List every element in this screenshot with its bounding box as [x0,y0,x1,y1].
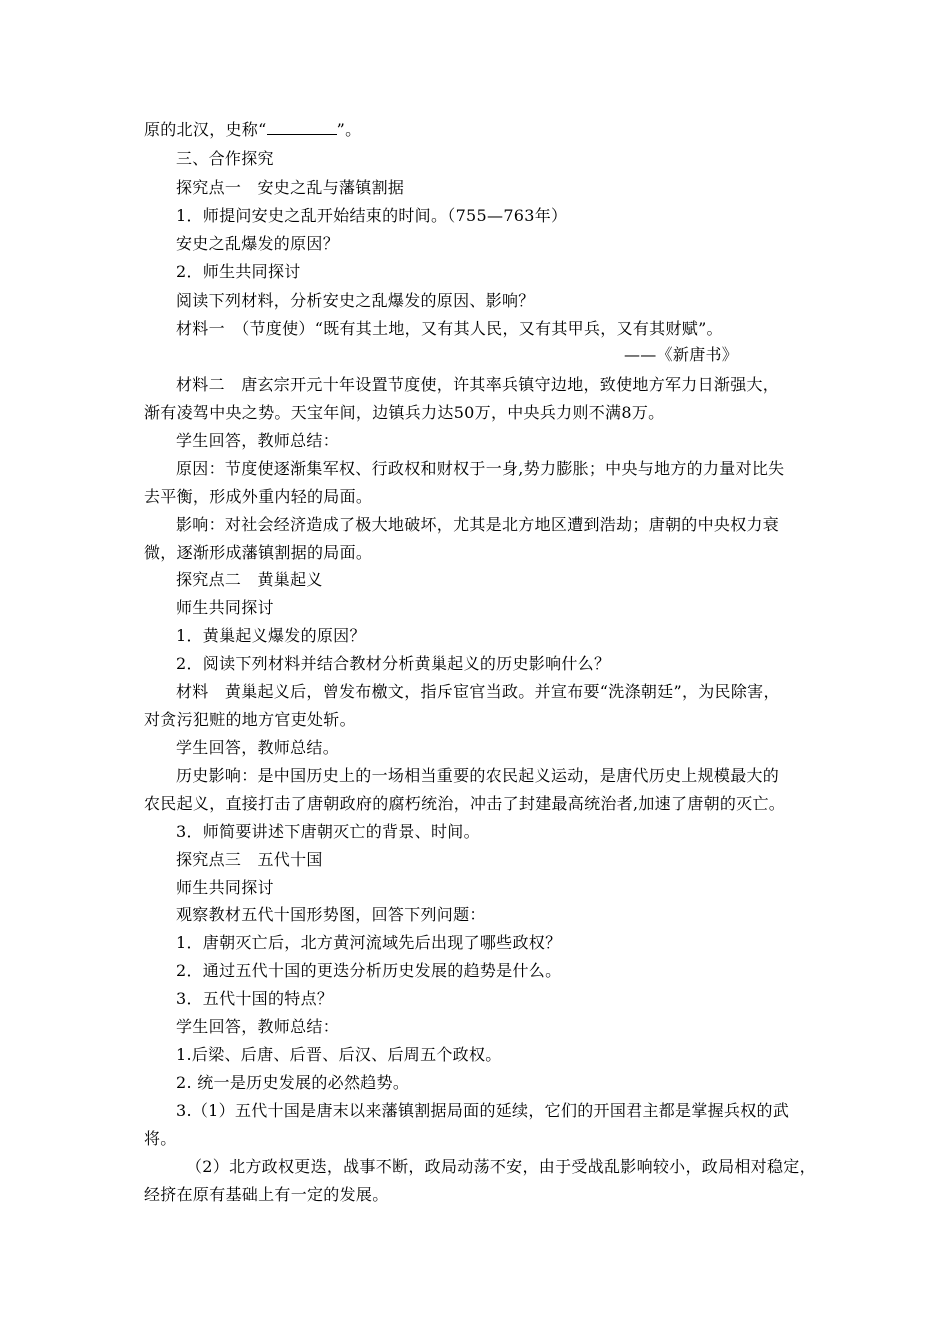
text-line: 材料一 （节度使）“既有其土地，又有其人民，又有其甲兵，又有其财赋”。 [176,319,723,338]
line-text: ”。 [336,120,362,139]
text-line: 师生共同探讨 [176,598,274,617]
text-line: 对贪污犯赃的地方官吏处斩。 [144,710,356,729]
text-line: 学生回答，教师总结： [176,431,340,450]
text-line: 微，逐渐形成藩镇割据的局面。 [144,543,373,562]
text-line: 1．唐朝灭亡后，北方黄河流域先后出现了哪些政权？ [176,933,562,952]
fill-in-blank [267,120,337,135]
text-line: 学生回答，教师总结： [176,1017,340,1036]
text-line: 2．师生共同探讨 [176,262,301,281]
source-citation: ——《新唐书》 [624,345,739,364]
text-line: 经挤在原有基础上有一定的发展。 [144,1185,389,1204]
line-text: 原的北汉，史称“ [144,120,267,139]
text-line: 2. 统一是历史发展的必然趋势。 [176,1073,410,1092]
text-line: 材料二 唐玄宗开元十年设置节度使，许其率兵镇守边地，致使地方军力日渐强大， [176,375,780,394]
text-line: 渐有凌驾中央之势。天宝年间，边镇兵力达50万，中央兵力则不满8万。 [144,403,665,422]
text-line: 影响：对社会经济造成了极大地破坏，尤其是北方地区遭到浩劫；唐朝的中央权力衰 [176,515,780,534]
subsection-heading: 探究点一 安史之乱与藩镇割据 [176,178,405,197]
text-line: 原因：节度使逐渐集军权、行政权和财权于一身,势力膨胀；中央与地方的力量对比失 [176,459,785,478]
text-line: 1．黄巢起义爆发的原因？ [176,626,366,645]
text-line: 3．五代十国的特点？ [176,989,334,1008]
section-heading: 三、合作探究 [176,149,274,168]
text-line: 1．师提问安史之乱开始结束的时间。（755—763年） [176,206,568,225]
text-line: 观察教材五代十国形势图，回答下列问题： [176,905,486,924]
text-line: 师生共同探讨 [176,878,274,897]
text-line: （2）北方政权更迭，战事不断，政局动荡不安，由于受战乱影响较小，政局相对稳定， [186,1157,816,1176]
text-line: 3.（1）五代十国是唐末以来藩镇割据局面的延续，它们的开国君主都是掌握兵权的武 [176,1101,790,1120]
text-line: 2．通过五代十国的更迭分析历史发展的趋势是什么。 [176,961,562,980]
subsection-heading: 探究点三 五代十国 [176,850,323,869]
text-line: 1.后梁、后唐、后晋、后汉、后周五个政权。 [176,1045,502,1064]
text-line: 历史影响：是中国历史上的一场相当重要的农民起义运动，是唐代历史上规模最大的 [176,766,780,785]
text-line: 3．师简要讲述下唐朝灭亡的背景、时间。 [176,822,480,841]
text-line: 农民起义，直接打击了唐朝政府的腐朽统治，冲击了封建最高统治者,加速了唐朝的灭亡。 [144,794,786,813]
text-line: 阅读下列材料，分析安史之乱爆发的原因、影响？ [176,291,535,310]
subsection-heading: 探究点二 黄巢起义 [176,570,323,589]
text-line: 安史之乱爆发的原因？ [176,234,340,253]
text-line [144,119,361,141]
text-line: 材料 黄巢起义后，曾发布檄文，指斥宦官当政。并宣布要“洗涤朝廷”，为民除害， [176,682,780,701]
text-line: 学生回答，教师总结。 [176,738,340,757]
text-line: 将。 [144,1129,177,1148]
text-line: 去平衡，形成外重内轻的局面。 [144,487,373,506]
text-line: 2．阅读下列材料并结合教材分析黄巢起义的历史影响什么？ [176,654,611,673]
